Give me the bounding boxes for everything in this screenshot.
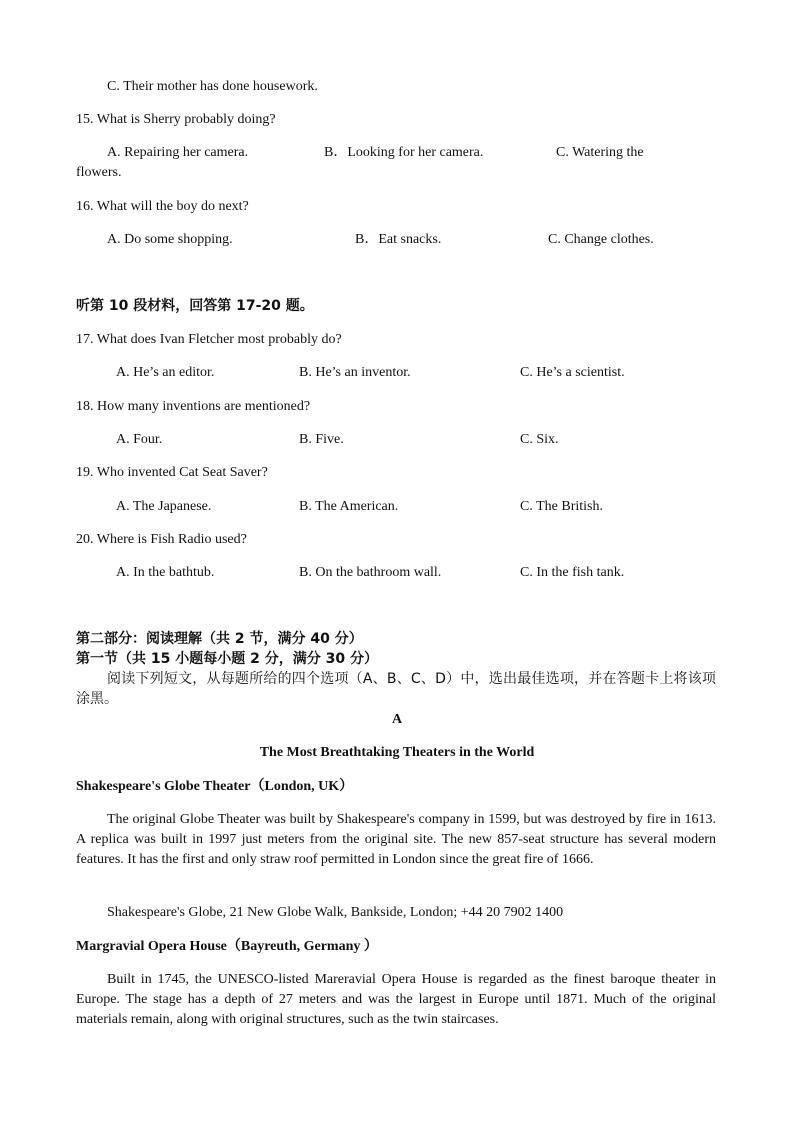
q17-option-a: A. He’s an editor. (116, 365, 215, 380)
q20-option-a: A. In the bathtub. (116, 565, 215, 580)
q20-option-b: B. On the bathroom wall. (299, 565, 442, 580)
q16-option-a: A. Do some shopping. (107, 232, 233, 247)
q17-option-c: C. He’s a scientist. (520, 365, 625, 380)
globe-address: Shakespeare's Globe, 21 New Globe Walk, Bankside, London; +44 20 7902 1400 (107, 905, 564, 920)
q16-option-c: C. Change clothes. (548, 232, 654, 247)
q15-question: 15. What is Sherry probably doing? (76, 112, 276, 127)
q18-option-b: B. Five. (299, 432, 344, 447)
globe-paragraph (76, 810, 716, 870)
q15-option-a: A. Repairing her camera. (107, 145, 249, 160)
instructions-text: 阅读下列短文，从每题所给的四个选项（A、B、C、D）中，选出最佳选项，并在答题卡上将该项涂黑。 (76, 671, 716, 707)
q20-question: 20. Where is Fish Radio used? (76, 532, 247, 547)
q19-option-a: A. The Japanese. (116, 499, 212, 514)
part2-instructions (76, 669, 716, 709)
margravial-text: Built in 1745, the UNESCO-listed Mareravial Opera House is regarded as the finest baroque theater in Europe. The stage has a depth of 27 meters and was the largest in Europe until 1871. Much of the original materials remain, along with original structures, such as the twin staircases. (76, 972, 716, 1027)
q17-question: 17. What does Ivan Fletcher most probably do? (76, 332, 342, 347)
q14-option-c: C. Their mother has done housework. (107, 79, 318, 94)
q15-option-b: B．Looking for her camera. (324, 145, 484, 160)
part2-section1: 第一节（共 15 小题每小题 2 分，满分 30 分） (76, 651, 378, 667)
q20-option-c: C. In the fish tank. (520, 565, 625, 580)
margravial-paragraph (76, 970, 716, 1030)
margravial-heading: Margravial Opera House（Bayreuth, Germany ） (76, 939, 378, 954)
globe-heading: Shakespeare's Globe Theater（London, UK） (76, 779, 354, 794)
q15-option-c-wrap: flowers. (76, 165, 122, 180)
q17-option-b: B. He’s an inventor. (299, 365, 411, 380)
part2-title: 第二部分：阅读理解（共 2 节，满分 40 分） (76, 631, 363, 647)
q19-option-c: C. The British. (520, 499, 603, 514)
q18-option-c: C. Six. (520, 432, 559, 447)
q18-question: 18. How many inventions are mentioned? (76, 399, 311, 414)
q15-option-c: C. Watering the (556, 145, 644, 160)
q16-option-b: B．Eat snacks. (355, 232, 442, 247)
globe-text: The original Globe Theater was built by Shakespeare's company in 1599, but was destroyed by fire in 1613. A replica was built in 1997 just meters from the original site. The new 857-seat structure has several modern features. It has the first and only straw roof permitted in London since the great fire of 1666. (76, 812, 716, 867)
passage-title: The Most Breathtaking Theaters in the World (259, 745, 535, 760)
q19-option-b: B. The American. (299, 499, 399, 514)
q16-question: 16. What will the boy do next? (76, 199, 249, 214)
section-10-heading: 听第 10 段材料，回答第 17-20 题。 (76, 298, 314, 314)
q18-option-a: A. Four. (116, 432, 163, 447)
passage-letter: A (391, 712, 403, 727)
q19-question: 19. Who invented Cat Seat Saver? (76, 465, 268, 480)
